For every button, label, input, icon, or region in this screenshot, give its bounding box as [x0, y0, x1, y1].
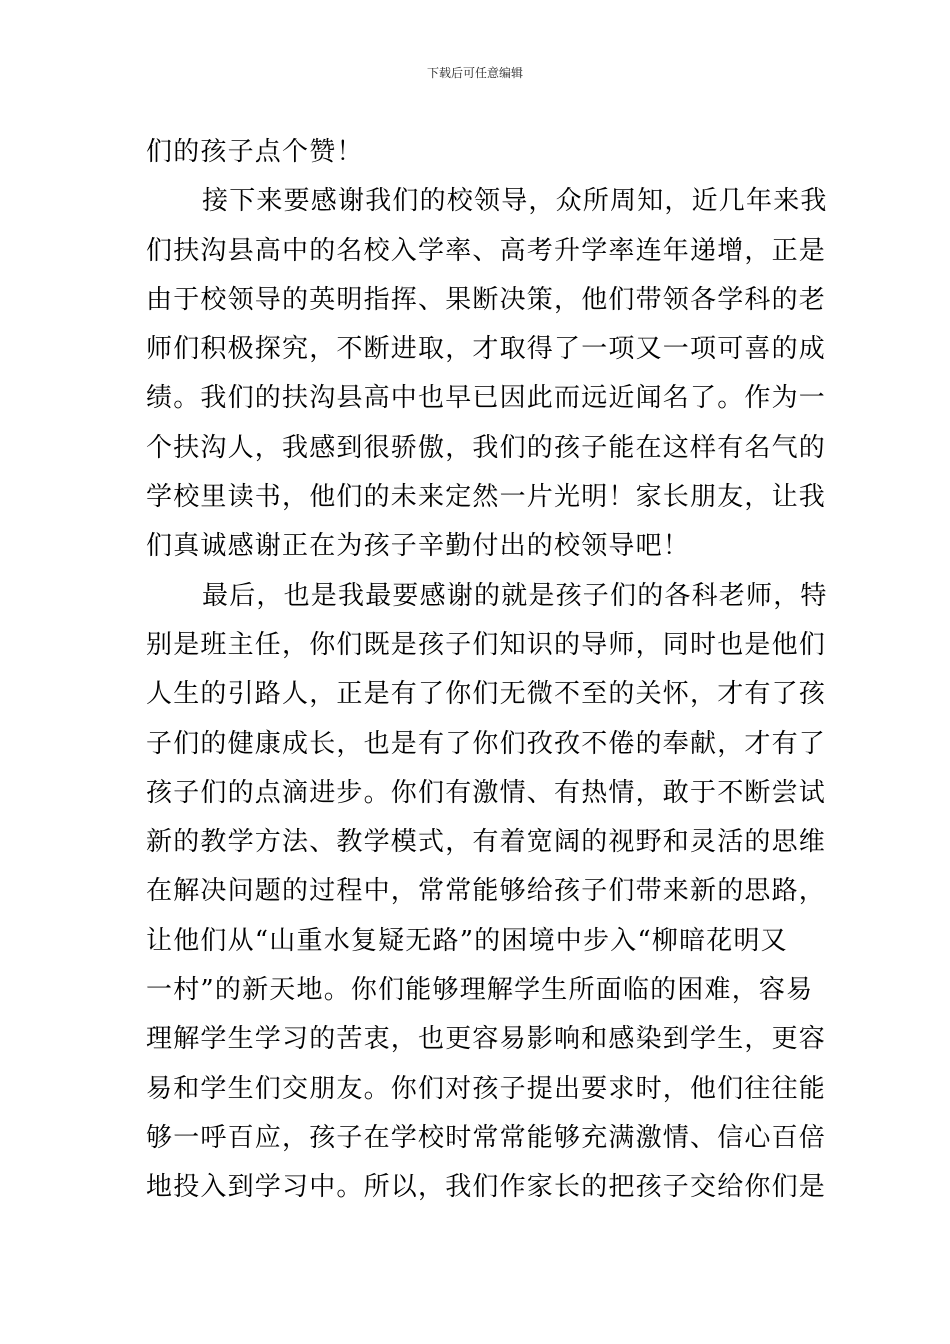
text-line: 们真诚感谢正在为孩子辛勤付出的校领导吧！ [146, 531, 691, 562]
text-line: 绩。我们的扶沟县高中也早已因此而远近闻名了。作为一 [146, 383, 827, 414]
text-line: 们扶沟县高中的名校入学率、高考升学率连年递增，正是 [146, 235, 827, 266]
text-line: 学校里读书，他们的未来定然一片光明！家长朋友，让我 [146, 482, 827, 513]
page-header: 下载后可任意编辑 [426, 66, 523, 80]
text-line: 新的教学方法、教学模式，有着宽阔的视野和灵活的思维 [146, 827, 827, 858]
text-line: 地投入到学习中。所以，我们作家长的把孩子交给你们是 [146, 1172, 827, 1203]
text-line: 一村”的新天地。你们能够理解学生所面临的困难，容易 [146, 975, 814, 1006]
text-line: 们的孩子点个赞！ [146, 137, 364, 167]
text-line: 人生的引路人，正是有了你们无微不至的关怀，才有了孩 [146, 679, 827, 710]
text-line: 由于校领导的英明指挥、果断决策，他们带领各学科的老 [146, 284, 827, 315]
document-body [146, 128, 828, 1213]
text-line: 理解学生学习的苦衷，也更容易影响和感染到学生，更容 [146, 1024, 827, 1055]
text-line: 孩子们的点滴进步。你们有激情、有热情，敢于不断尝试 [146, 777, 827, 808]
text-line: 别是班主任，你们既是孩子们知识的导师，同时也是他们 [146, 629, 827, 660]
text-line: 个扶沟人，我感到很骄傲，我们的孩子能在这样有名气的 [146, 432, 827, 463]
text-line: 接下来要感谢我们的校领导，众所周知，近几年来我 [202, 186, 828, 217]
text-line: 子们的健康成长，也是有了你们孜孜不倦的奉献，才有了 [146, 728, 827, 759]
text-line: 最后，也是我最要感谢的就是孩子们的各科老师，特 [202, 580, 828, 611]
text-line: 易和学生们交朋友。你们对孩子提出要求时，他们往往能 [146, 1073, 827, 1104]
text-line: 够一呼百应，孩子在学校时常常能够充满激情、信心百倍 [146, 1122, 827, 1153]
text-line: 师们积极探究，不断进取，才取得了一项又一项可喜的成 [146, 334, 827, 365]
text-line: 在解决问题的过程中，常常能够给孩子们带来新的思路， [146, 876, 827, 907]
text-line: 让他们从“山重水复疑无路”的困境中步入“柳暗花明又 [146, 925, 788, 956]
